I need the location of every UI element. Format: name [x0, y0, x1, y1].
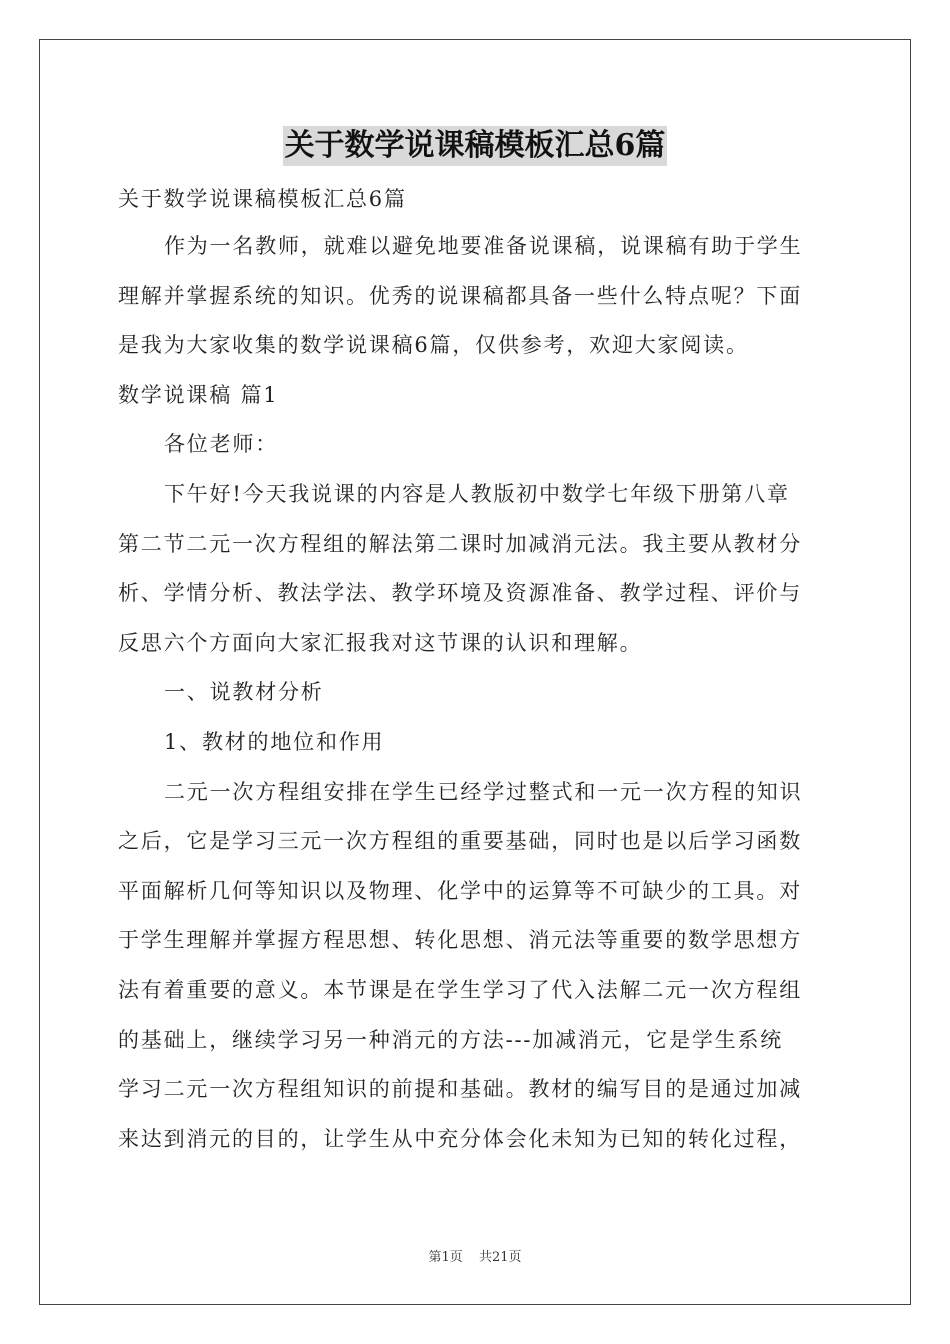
title-area: [0, 126, 950, 166]
body-line: 第二节二元一次方程组的解法第二课时加减消元法。我主要从教材分: [118, 531, 802, 556]
body-line: 学习二元一次方程组知识的前提和基础。教材的编写目的是通过加减: [118, 1077, 802, 1102]
page-number: 第1页: [428, 1250, 463, 1265]
greeting-line: 各位老师：: [164, 432, 278, 457]
body-line: 于学生理解并掌握方程思想、转化思想、消元法等重要的数学思想方: [118, 928, 802, 953]
document-body: [118, 176, 834, 1164]
body-line: 法有着重要的意义。本节课是在学生学习了代入法解二元一次方程组: [118, 977, 802, 1002]
body-line: 二元一次方程组安排在学生已经学过整式和一元一次方程的知识: [164, 779, 803, 804]
total-pages: 共21页: [478, 1250, 522, 1265]
body-line: 之后，它是学习三元一次方程组的重要基础，同时也是以后学习函数: [118, 829, 802, 854]
body-line: 的基础上，继续学习另一种消元的方法---加减消元，它是学生系统: [118, 1027, 784, 1052]
body-line: 是我为大家收集的数学说课稿6篇，仅供参考，欢迎大家阅读。: [118, 333, 749, 358]
subsection-heading: 一、说教材分析: [164, 680, 324, 705]
subtitle-line: 关于数学说课稿模板汇总6篇: [118, 187, 407, 211]
body-line: 来达到消元的目的，让学生从中充分体会化未知为已知的转化过程，: [118, 1126, 802, 1151]
body-line: 析、学情分析、教法学法、教学环境及资源准备、教学过程、评价与: [118, 581, 802, 606]
body-line: 平面解析几何等知识以及物理、化学中的运算等不可缺少的工具。对: [118, 878, 802, 903]
body-line: 作为一名教师，就难以避免地要准备说课稿，说课稿有助于学生: [164, 234, 803, 258]
body-line: 理解并掌握系统的知识。优秀的说课稿都具备一些什么特点呢？下面: [118, 283, 802, 308]
page-footer: [0, 1246, 950, 1265]
body-line: 下午好!今天我说课的内容是人教版初中数学七年级下册第八章: [164, 481, 790, 506]
section-heading: 数学说课稿 篇1: [118, 382, 279, 407]
document-title: 关于数学说课稿模板汇总6篇: [283, 126, 668, 166]
subsection-heading: 1、教材的地位和作用: [164, 729, 385, 754]
body-line: 反思六个方面向大家汇报我对这节课的认识和理解。: [118, 630, 643, 655]
